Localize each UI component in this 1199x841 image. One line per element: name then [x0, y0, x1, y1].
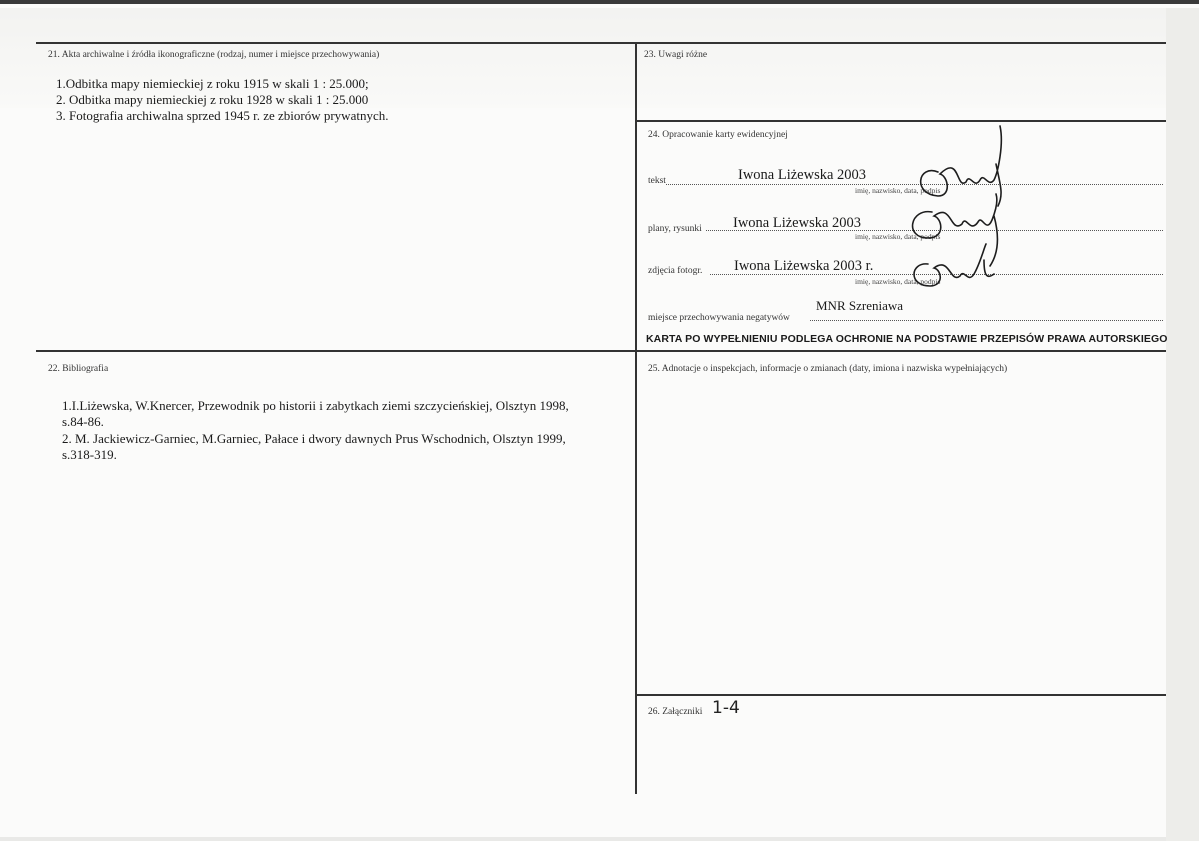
section-25-title: 25. Adnotacje o inspekcjach, informacje o zmianach (daty, imiona i nazwiska wypełniających) [648, 364, 1008, 374]
section-21-title: 21. Akta archiwalne i źródła ikonograficzne (rodzaj, numer i miejsce przechowywania) [48, 50, 380, 60]
miejsce-value: MNR Szreniawa [816, 298, 904, 313]
bibliography-line-1: 1.I.Liżewska, W.Knercer, Przewodnik po historii i zabytkach ziemi szczycieńskiej, Olsztyn 1998, [62, 398, 569, 413]
center-divider [635, 42, 637, 794]
section-22-title: 22. Bibliografia [48, 364, 109, 374]
top-rule [36, 42, 1166, 44]
section-24-title: 24. Opracowanie karty ewidencyjnej [648, 130, 788, 140]
scan-margin [1166, 8, 1199, 841]
section-21-item-1: 1.Odbitka mapy niemieckiej z roku 1915 w skali 1 : 25.000; [56, 76, 369, 91]
plany-value: Iwona Liżewska 2003 [733, 215, 862, 231]
miejsce-dotted-line [810, 320, 1163, 321]
zdjecia-label: zdjęcia fotogr. [648, 266, 703, 276]
tekst-label: tekst [648, 176, 666, 186]
miejsce-label: miejsce przechowywania negatywów [648, 313, 790, 323]
bibliography-line-4: s.318-319. [62, 447, 117, 462]
rule-25-26 [636, 694, 1166, 696]
plany-label: plany, rysunki [648, 224, 702, 234]
section-21-item-3: 3. Fotografia archiwalna sprzed 1945 r. ze zbiorów prywatnych. [56, 108, 389, 123]
section-26-title: 26. Załączniki [648, 707, 703, 717]
section-23-title: 23. Uwagi różne [644, 50, 708, 60]
middle-rule [36, 350, 1166, 352]
tekst-caption: imię, nazwisko, data, podpis [855, 186, 941, 195]
zdjecia-caption: imię, nazwisko, data, podpis [855, 277, 941, 286]
copyright-notice: KARTA PO WYPEŁNIENIU PODLEGA OCHRONIE NA PODSTAWIE PRZEPISÓW PRAWA AUTORSKIEGO [646, 333, 1168, 345]
rule-23-24 [636, 120, 1166, 122]
attachments-value: 1-4 [712, 698, 740, 718]
signature-zdjecia [900, 244, 1000, 294]
plany-caption: imię, nazwisko, data, podpis [855, 232, 941, 241]
section-21-item-2: 2. Odbitka mapy niemieckiej z roku 1928 w skali 1 : 25.000 [56, 92, 369, 107]
bibliography-line-2: s.84-86. [62, 414, 104, 429]
bibliography-line-3: 2. M. Jackiewicz-Garniec, M.Garniec, Pałace i dwory dawnych Prus Wschodnich, Olsztyn 1999, [62, 431, 566, 446]
zdjecia-value: Iwona Liżewska 2003 r. [734, 258, 874, 274]
tekst-value: Iwona Liżewska 2003 [738, 167, 867, 183]
